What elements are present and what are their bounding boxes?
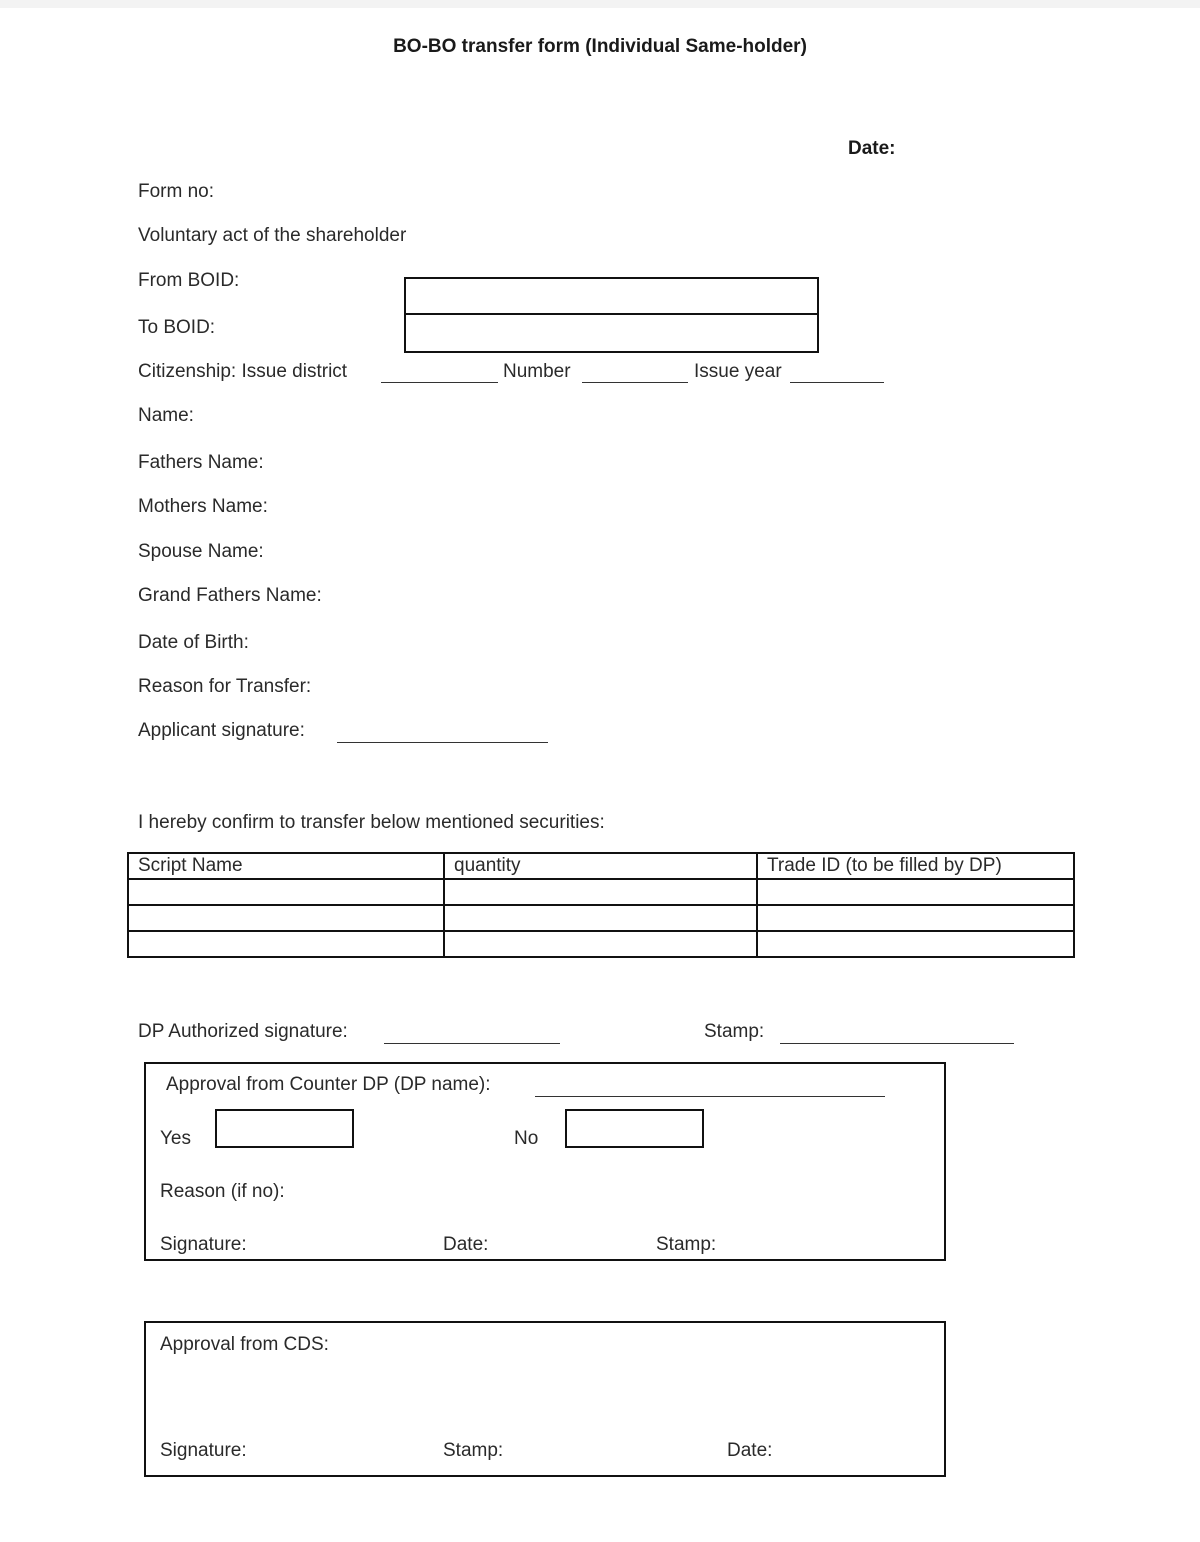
yes-label: Yes [160, 1128, 191, 1149]
yes-checkbox[interactable] [215, 1109, 354, 1148]
counter-dp-name-line[interactable] [535, 1096, 885, 1097]
quantity-cell[interactable] [444, 905, 757, 931]
citizenship-issue-district-label: Citizenship: Issue district [138, 361, 348, 382]
applicant-signature-label: Applicant signature: [138, 720, 305, 741]
reason-for-transfer-label: Reason for Transfer: [138, 676, 312, 697]
citizenship-number-label: Number [503, 361, 571, 382]
counter-dp-stamp-label: Stamp: [656, 1234, 717, 1255]
date-of-birth-label: Date of Birth: [138, 632, 249, 653]
dp-stamp-label: Stamp: [704, 1021, 765, 1042]
no-checkbox[interactable] [565, 1109, 704, 1148]
counter-dp-signature-label: Signature: [160, 1234, 247, 1255]
cds-stamp-label: Stamp: [443, 1440, 504, 1461]
securities-intro: I hereby confirm to transfer below mentioned securities: [138, 812, 605, 833]
dp-authorized-signature-label: DP Authorized signature: [138, 1021, 348, 1042]
script-name-cell[interactable] [128, 879, 444, 905]
from-boid-label: From BOID: [138, 270, 240, 291]
quantity-cell[interactable] [444, 879, 757, 905]
quantity-cell[interactable] [444, 931, 757, 957]
script-name-cell[interactable] [128, 931, 444, 957]
citizenship-number-line[interactable] [582, 382, 688, 383]
issue-year-label: Issue year [694, 361, 782, 382]
table-row [128, 931, 1074, 957]
trade-id-cell[interactable] [757, 931, 1074, 957]
counter-dp-date-label: Date: [443, 1234, 489, 1255]
date-label: Date: [848, 138, 896, 159]
issue-district-line[interactable] [381, 382, 498, 383]
mothers-name-label: Mothers Name: [138, 496, 268, 517]
trade-id-cell[interactable] [757, 905, 1074, 931]
no-label: No [514, 1128, 539, 1149]
column-header-script-name: Script Name [128, 853, 444, 879]
dp-stamp-line[interactable] [780, 1043, 1014, 1044]
cds-heading: Approval from CDS: [160, 1334, 329, 1355]
voluntary-act-label: Voluntary act of the shareholder [138, 225, 407, 246]
column-header-quantity: quantity [444, 853, 757, 879]
form-no-label: Form no: [138, 181, 215, 202]
form-title: BO-BO transfer form (Individual Same-holder) [393, 36, 807, 57]
dp-authorized-signature-line[interactable] [384, 1043, 560, 1044]
counter-dp-heading: Approval from Counter DP (DP name): [166, 1074, 491, 1095]
grand-fathers-name-label: Grand Fathers Name: [138, 585, 322, 606]
to-boid-box[interactable] [404, 313, 819, 353]
issue-year-line[interactable] [790, 382, 884, 383]
viewer-top-bar [0, 0, 1200, 8]
spouse-name-label: Spouse Name: [138, 541, 264, 562]
cds-signature-label: Signature: [160, 1440, 247, 1461]
applicant-signature-line[interactable] [337, 742, 548, 743]
table-row [128, 905, 1074, 931]
fathers-name-label: Fathers Name: [138, 452, 264, 473]
name-label: Name: [138, 405, 194, 426]
to-boid-label: To BOID: [138, 317, 216, 338]
trade-id-cell[interactable] [757, 879, 1074, 905]
reason-if-no-label: Reason (if no): [160, 1181, 285, 1202]
securities-table [127, 852, 1075, 958]
table-row [128, 879, 1074, 905]
cds-date-label: Date: [727, 1440, 773, 1461]
script-name-cell[interactable] [128, 905, 444, 931]
column-header-trade-id: Trade ID (to be filled by DP) [757, 853, 1074, 879]
from-boid-box[interactable] [404, 277, 819, 315]
table-header-row [128, 853, 1074, 879]
